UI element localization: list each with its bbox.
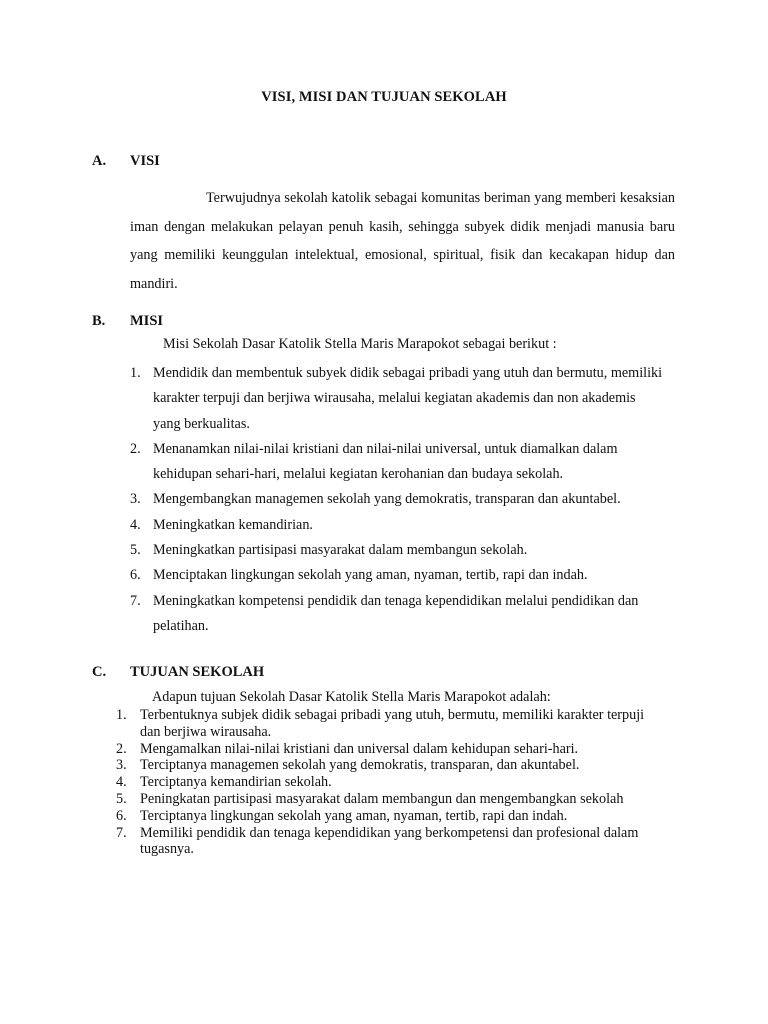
section-heading-misi: [92, 313, 163, 330]
list-item: [0, 791, 768, 808]
list-item: [0, 361, 768, 437]
section-heading-tujuan: [92, 664, 264, 681]
list-text: Terciptanya kemandirian sekolah.: [140, 774, 332, 791]
section-letter: C.: [92, 664, 107, 680]
list-text: Terciptanya managemen sekolah yang demokratis, transparan, dan akuntabel.: [140, 757, 580, 774]
list-text: Mendidik dan membentuk subyek didik sebagai pribadi yang utuh dan bermutu, memiliki karakter terpuji dan berjiwa wirausaha, melalui kegiatan akademis dan non akademis yang berkualitas.: [153, 365, 663, 432]
list-number: 6.: [130, 567, 141, 584]
section-title: VISI: [130, 153, 160, 169]
list-item: [0, 825, 768, 859]
list-text: Meningkatkan kompetensi pendidik dan tenaga kependidikan melalui pendidikan dan pelatihan.: [153, 592, 639, 634]
list-number: 2.: [130, 440, 141, 457]
list-number: 6.: [116, 807, 127, 824]
list-number: 3.: [116, 757, 127, 774]
list-number: 4.: [116, 774, 127, 791]
list-item: [0, 589, 768, 640]
list-item: [0, 741, 768, 758]
list-text: Menciptakan lingkungan sekolah yang aman, nyaman, tertib, rapi dan indah.: [153, 567, 588, 584]
list-number: 2.: [116, 740, 127, 757]
section-letter: A.: [92, 153, 107, 169]
section-letter: B.: [92, 313, 106, 329]
list-text: Peningkatan partisipasi masyarakat dalam membangun dan mengembangkan sekolah: [140, 790, 624, 807]
misi-list: [0, 361, 768, 639]
list-item: [0, 757, 768, 774]
list-text: Meningkatkan kemandirian.: [153, 516, 313, 533]
list-text: Terciptanya lingkungan sekolah yang aman, nyaman, tertib, rapi dan indah.: [140, 807, 568, 824]
page-title: VISI, MISI DAN TUJUAN SEKOLAH: [261, 89, 507, 105]
list-number: 3.: [130, 491, 141, 508]
list-text: Meningkatkan partisipasi masyarakat dalam membangun sekolah.: [153, 542, 528, 559]
list-number: 4.: [130, 516, 141, 533]
list-text: Menanamkan nilai-nilai kristiani dan nilai-nilai universal, untuk diamalkan dalam kehidupan sehari-hari, melalui kegiatan kerohanian dan budaya sekolah.: [153, 440, 618, 483]
misi-intro: Misi Sekolah Dasar Katolik Stella Maris Marapokot sebagai berikut :: [163, 336, 557, 352]
list-item: [0, 707, 768, 741]
list-item: [0, 774, 768, 791]
tujuan-list: [0, 707, 768, 858]
list-number: 5.: [130, 542, 141, 559]
list-number: 1.: [116, 707, 127, 723]
list-text: Mengembangkan managemen sekolah yang demokratis, transparan dan akuntabel.: [153, 491, 621, 508]
tujuan-intro: Adapun tujuan Sekolah Dasar Katolik Stella Maris Marapokot adalah:: [152, 689, 551, 705]
list-text: Memiliki pendidik dan tenaga kependidikan yang berkompetensi dan profesional dalam tugasnya.: [140, 824, 639, 858]
list-item: [0, 487, 768, 512]
list-text: Terbentuknya subjek didik sebagai pribadi yang utuh, bermutu, memiliki karakter terpuji dan berjiwa wirausaha.: [140, 707, 645, 740]
section-heading-visi: [92, 153, 160, 170]
list-text: Mengamalkan nilai-nilai kristiani dan universal dalam kehidupan sehari-hari.: [140, 740, 579, 757]
list-item: [0, 563, 768, 588]
list-item: [0, 513, 768, 538]
list-number: 1.: [130, 365, 141, 381]
list-item: [0, 538, 768, 563]
list-item: [0, 437, 768, 488]
list-item: [0, 808, 768, 825]
list-number: 7.: [130, 592, 141, 609]
list-number: 5.: [116, 790, 127, 807]
list-number: 7.: [116, 824, 127, 841]
section-title: TUJUAN SEKOLAH: [130, 664, 265, 680]
visi-paragraph: [130, 184, 675, 298]
section-title: MISI: [130, 313, 164, 329]
visi-text: Terwujudnya sekolah katolik sebagai komunitas beriman yang memberi kesaksian iman dengan melakukan pelayan penuh kasih, sehingga subyek didik menjadi manusia baru yang memiliki keunggulan intelektual, emosional, spiritual, fisik dan kecakapan hidup dan mandiri.: [130, 190, 675, 292]
